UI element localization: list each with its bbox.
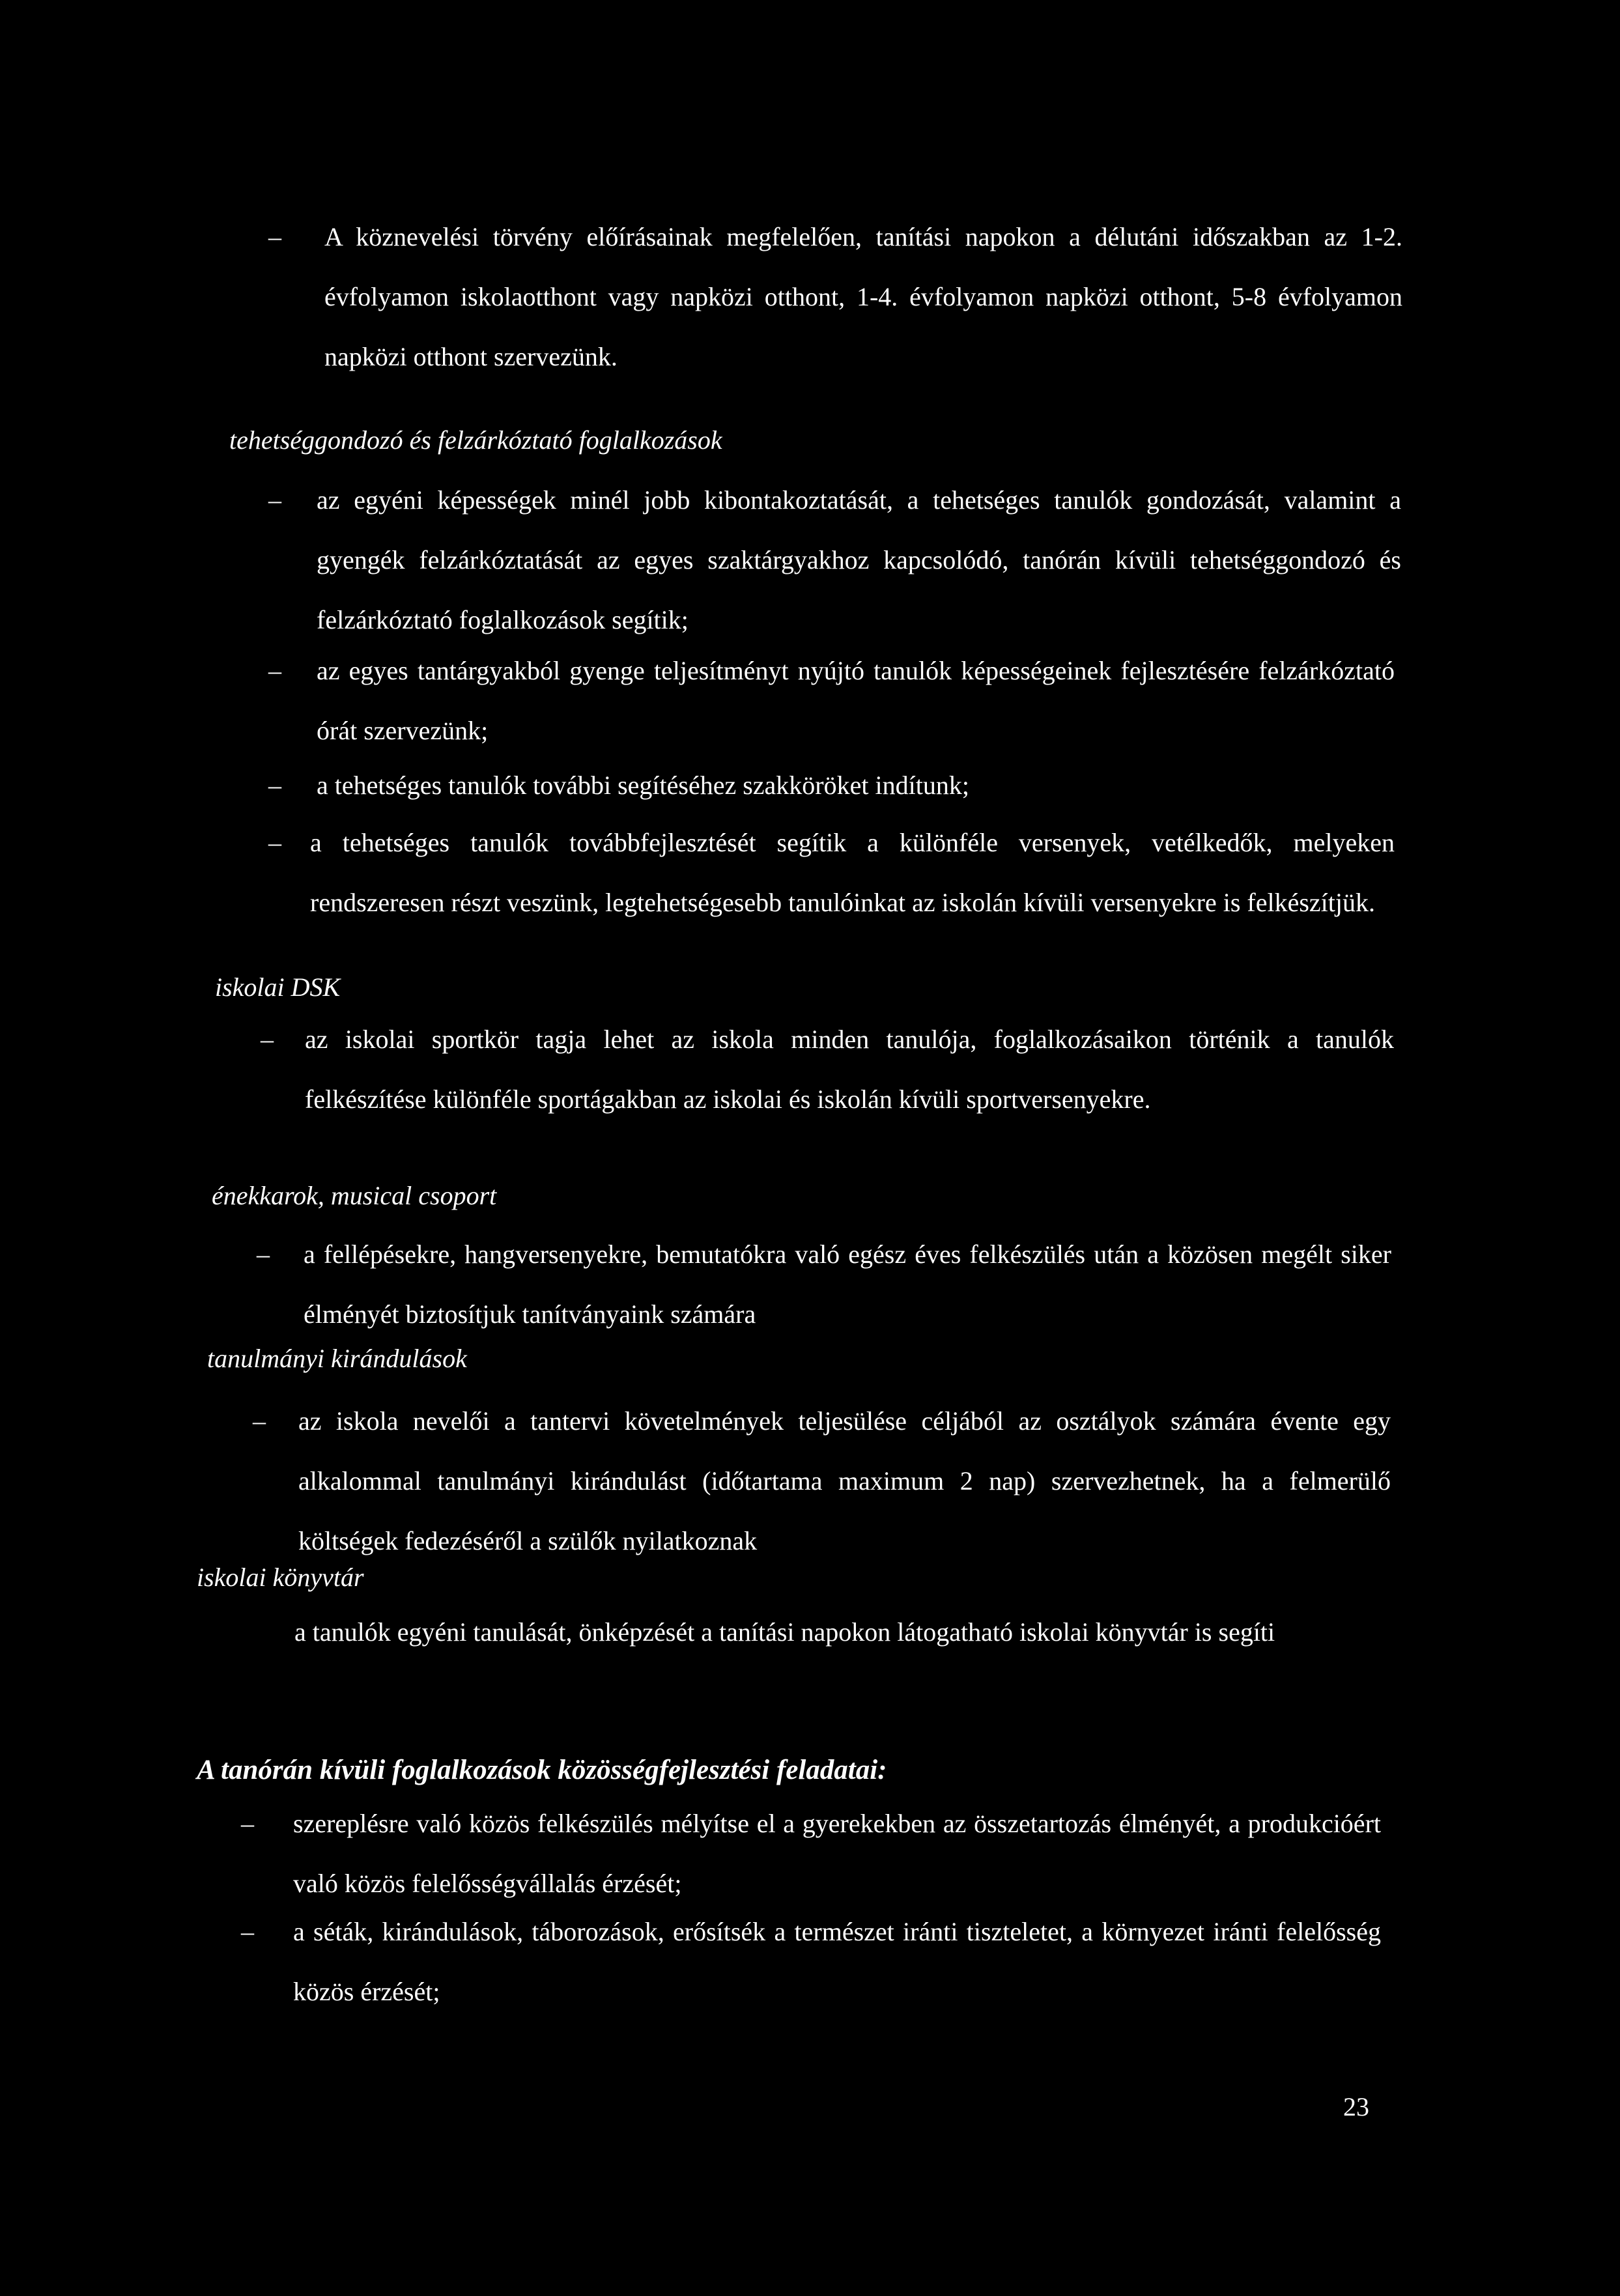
community-item-2: a séták, kirándulások, táborozások, erősítsék a természet iránti tiszteletet, a környezet iránti felelősség közös érzését; <box>293 1917 1381 2006</box>
talent-item-4: a tehetséges tanulók továbbfejlesztését segítik a különféle versenyek, vetélkedők, melyeken rendszeresen részt veszünk, legtehetségesebb tanulóinkat az iskolán kívüli versenyekre is felkészítjük. <box>310 828 1395 917</box>
bullet-dash: – <box>257 1240 270 1269</box>
bullet-dash: – <box>241 1917 254 1946</box>
dsk-item-1: az iskolai sportkör tagja lehet az iskola minden tanulója, foglalkozásaikon történik a tanulók felkészítése különféle sportágakban az iskolai és iskolán kívüli sportversenyekre. <box>305 1025 1394 1114</box>
choir-item-1: a fellépésekre, hangversenyekre, bemutatókra való egész éves felkészülés után a közösen megélt siker élményét biztosítjuk tanítványaink számára <box>304 1240 1391 1329</box>
community-item-1: szereplésre való közös felkészülés mélyítse el a gyerekekben az összetartozás élményét, a produkcióért való közös felelősségvállalás érzését; <box>293 1809 1381 1898</box>
page-number: 23 <box>1343 2092 1369 2121</box>
section-heading-trips: tanulmányi kirándulások <box>207 1344 467 1373</box>
bullet-dash: – <box>261 1025 274 1054</box>
bullet-dash: – <box>241 1809 254 1838</box>
section-heading-dsk: iskolai DSK <box>215 972 341 1002</box>
section-heading-library: iskolai könyvtár <box>197 1563 364 1592</box>
trips-item-1: az iskola nevelői a tantervi követelmények teljesülése céljából az osztályok számára évente egy alkalommal tanulmányi kirándulást (időtartama maximum 2 nap) szervezhetnek, ha a felmerülő költségek fedezéséről a szülők nyilatkoznak <box>298 1406 1391 1555</box>
talent-item-2: az egyes tantárgyakból gyenge teljesítményt nyújtó tanulók képességeinek fejlesztésére felzárkóztató órát szervezünk; <box>317 656 1395 745</box>
bullet-dash: – <box>268 771 281 800</box>
section-title-community: A tanórán kívüli foglalkozások közösségfejlesztési feladatai: <box>197 1755 887 1785</box>
talent-item-1: az egyéni képességek minél jobb kibontakoztatását, a tehetséges tanulók gondozását, valamint a gyengék felzárkóztatását az egyes szaktárgyakhoz kapcsolódó, tanórán kívüli tehetséggondozó és felzárkóztató foglalkozások segítik; <box>317 485 1401 634</box>
intro-paragraph: A köznevelési törvény előírásainak megfelelően, tanítási napokon a délutáni időszakban az 1-2. évfolyamon iskolaotthont vagy napközi otthont, 1-4. évfolyamon napközi otthont, 5-8 évfolyamon napközi otthont szervezünk. <box>324 222 1402 371</box>
library-paragraph: a tanulók egyéni tanulását, önképzését a tanítási napokon látogatható iskolai könyvtár is segíti <box>294 1617 1275 1647</box>
section-heading-choir: énekkarok, musical csoport <box>212 1181 497 1210</box>
bullet-dash: – <box>268 656 281 685</box>
bullet-dash: – <box>268 485 281 515</box>
bullet-dash: – <box>253 1406 266 1436</box>
bullet-dash: – <box>268 222 281 251</box>
section-heading-talent: tehetséggondozó és felzárkóztató foglalkozások <box>229 425 722 455</box>
bullet-dash: – <box>268 828 281 857</box>
talent-item-3: a tehetséges tanulók további segítéséhez szakköröket indítunk; <box>317 771 969 800</box>
